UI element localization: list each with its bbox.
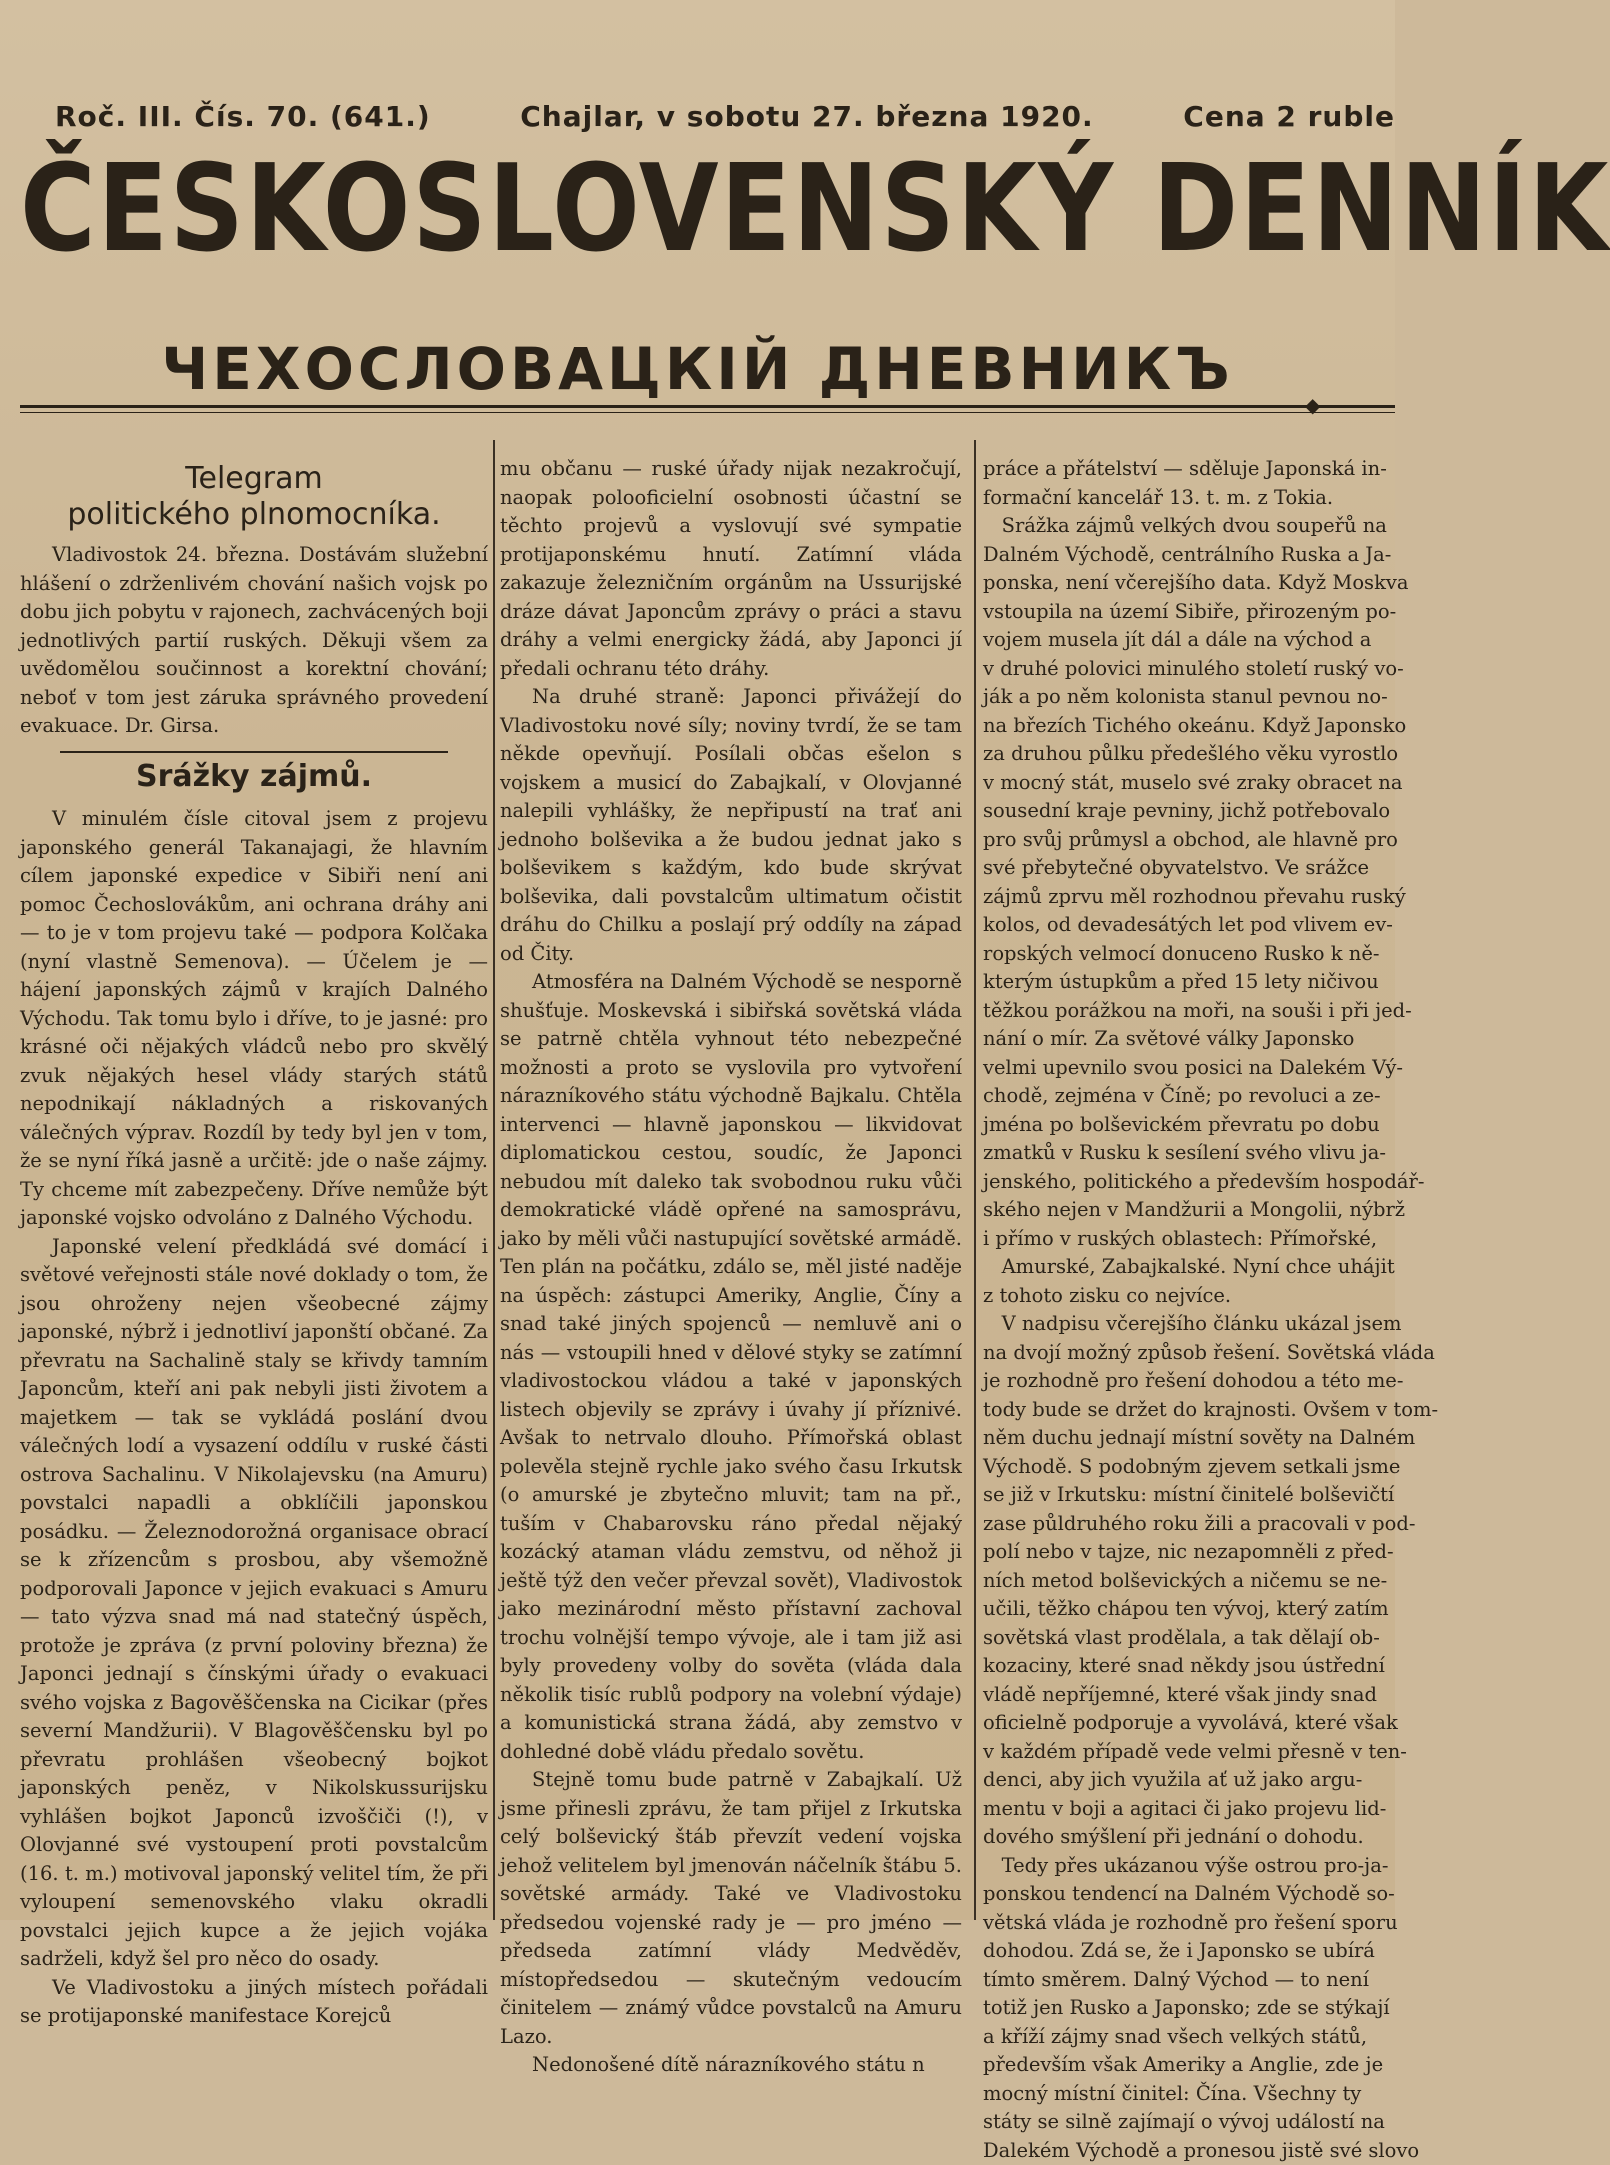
text-line: oficielně podporuje a vyvolává, které však: [983, 1709, 1395, 1738]
text-line: něm duchu jednají místní sověty na Dalném: [983, 1424, 1395, 1453]
text-line: Amurské, Zabajkalské. Nyní chce uhájit: [983, 1253, 1395, 1282]
text-line: Dalekém Východě a pronesou jistě své slovo: [983, 2137, 1395, 2165]
text-line: jména po bolševickém převratu po dobu: [983, 1111, 1395, 1140]
text-line: ského nejen v Mandžurii a Mongolii, nýbrž: [983, 1196, 1395, 1225]
text-line: je rozhodně pro řešení dohodou a této me-: [983, 1367, 1395, 1396]
column-divider: [974, 440, 976, 1920]
text-line: větská vláda je rozhodně pro řešení sporu: [983, 1909, 1395, 1938]
text-line: vládě nepříjemné, které však jindy snad: [983, 1681, 1395, 1710]
text-line: formační kancelář 13. t. m. z Tokia.: [983, 484, 1395, 513]
text-line: ních metod bolševických a ničemu se ne-: [983, 1567, 1395, 1596]
column-3: [983, 455, 1395, 1920]
text-line: sovětská vlast prodělala, a tak dělají ob-: [983, 1624, 1395, 1653]
text-line: mocný místní činitel: Čína. Všechny ty: [983, 2080, 1395, 2109]
paragraph: Ve Vladivostoku a jiných místech pořádali se protijaponské manifestace Korejců: [20, 1974, 488, 2031]
masthead-rule-thin: [20, 412, 1395, 413]
paragraph: V minulém čísle citoval jsem z projevu japonského generál Takanajagi, že hlavním cílem japonské expedice v Sibiři není ani pomoc Čechoslovákům, ani ochrana dráhy ani — to je v tom projevu také — podpora Kolčaka (nyní vlastně Semenova). — Účelem je — hájení japonských zájmů v krajích Dalného Východu. Tak tomu bylo i dříve, to je jasné: pro krásné oči nějakých vládců nebo pro skvělý zvuk nějakých hesel vlády starých států nepodnikají nákladných a riskovaných válečných výprav. Rozdíl by tedy byl jen v tom, že se nyní říká jasně a určitě: jde o naše zájmy. Ty chceme mít zabezpečeny. Dříve nemůže být japonské vojsko odvoláno z Dalného Východu.: [20, 805, 488, 1233]
paragraph: Japonské velení předkládá své domácí i světové veřejnosti stále nové doklady o tom, že jsou ohroženy nejen všeobecné zájmy japonské, nýbrž i jednotliví japonští občané. Za převratu na Sachalině staly se křivdy tamním Japoncům, kteří ani pak nebyli jisti životem a majetkem — tak se vykládá poslání dvou válečných lodí a vysazení oddílu v ruské části ostrova Sachalinu. V Nikolajevsku (na Amuru) povstalci napadli a obklíčili japonskou posádku. — Železnodorožná organisace obrací se k zřízencům s prosbou, aby všemožně podporovali Japonce v jejich evakuaci s Amuru — tato výzva snad má nad statečný úspěch, protože je zpráva (z první poloviny března) že Japonci jednají s čínskými úřady o evakuaci svého vojska z Bagověščenska na Cicikar (přes severní Mandžurii). V Blagověščensku byl po převratu prohlášen všeobecný bojkot japonských peněz, v Nikolskussurijsku vyhlášen bojkot Japonců izvoščiči (!), v Olovjanné své vystoupení proti povstalcům (16. t. m.) motivoval japonský velitel tím, že při vyloupení semenovského vlaku okradli povstalci jejich kupce a že jejich vojáka sadrželi, když šel pro něco do osady.: [20, 1233, 488, 1974]
text-line: a kříží zájmy snad všech velkých států,: [983, 2023, 1395, 2052]
text-line: v mocný stát, muselo své zraky obracet na: [983, 769, 1395, 798]
text-line: kolos, od devadesátých let pod vlivem ev-: [983, 911, 1395, 940]
text-line: v každém případě vede velmi přesně v ten-: [983, 1738, 1395, 1767]
text-line: zase půldruhého roku žili a pracovali v pod-: [983, 1510, 1395, 1539]
text-line: kozaciny, které snad někdy jsou ústřední: [983, 1652, 1395, 1681]
text-line: Srážka zájmů velkých dvou soupeřů na: [983, 512, 1395, 541]
column-2: [500, 455, 962, 1920]
text-line: ponska, není včerejšího data. Když Moskva: [983, 569, 1395, 598]
ornament-icon: ◆: [1305, 393, 1320, 417]
text-line: polí nebo v tajze, nic nezapomněli z před-: [983, 1538, 1395, 1567]
price: Cena 2 ruble: [1183, 100, 1395, 133]
telegram-text: Vladivostok 24. března. Dostávám služební hlášení o zdrženlivém chování našich vojsk po dobu jich pobytu v rajonech, zachvácených boji jednotlivých partií ruských. Děkuji všem za uvědomělou součinnost a korektní chování; neboť v tom jest záruka správného provedení evakuace. Dr. Girsa.: [20, 541, 488, 741]
text-line: Východě. S podobným zjevem setkali jsme: [983, 1453, 1395, 1482]
text-line: jenského, politického a především hospodář-: [983, 1168, 1395, 1197]
text-line: Dalném Východě, centrálního Ruska a Ja-: [983, 541, 1395, 570]
text-line: denci, aby jich využila ať už jako argu-: [983, 1766, 1395, 1795]
paragraph: Nedonošené dítě nárazníkového státu n: [500, 2051, 962, 2080]
telegram-heading: [20, 461, 488, 533]
section-title: Srážky zájmů.: [20, 763, 488, 792]
text-line: těžkou porážkou na moři, na souši i při jed-: [983, 997, 1395, 1026]
text-line: totiž jen Rusko a Japonsko; zde se stýkají: [983, 1994, 1395, 2023]
paragraph: Na druhé straně: Japonci přivážejí do Vladivostoku nové síly; noviny tvrdí, že se tam někde opevňují. Posílali občas ešelon s vojskem a musicí do Zabajkalí, v Olovjanné nalepili vyhlášky, že nepřipustí na trať ani jednoho bolševika a že budou jednat jako s bolševikem s každým, kdo bude skrývat bolševika, dali povstalcům ultimatum očistit dráhu do Chilku a poslají prý oddíly na západ od Čity.: [500, 683, 962, 968]
text-line: tody bude se držet do krajnosti. Ovšem v tom-: [983, 1396, 1395, 1425]
text-line: nání o mír. Za světové války Japonsko: [983, 1025, 1395, 1054]
text-line: pro svůj průmysl a obchod, ale hlavně pro: [983, 826, 1395, 855]
text-line: i přímo v ruských oblastech: Přímořské,: [983, 1225, 1395, 1254]
text-line: mentu v boji a agitaci či jako projevu lid-: [983, 1795, 1395, 1824]
text-line: především však Ameriky a Anglie, zde je: [983, 2051, 1395, 2080]
text-line: se již v Irkutsku: místní činitelé bolševičtí: [983, 1481, 1395, 1510]
text-line: učili, těžko chápou ten vývoj, který zatím: [983, 1595, 1395, 1624]
text-line: ropských velmocí donuceno Rusko k ně-: [983, 940, 1395, 969]
text-line: v druhé polovici minulého století ruský vo-: [983, 655, 1395, 684]
text-line: V nadpisu včerejšího článku ukázal jsem: [983, 1310, 1395, 1339]
section-separator: [60, 751, 448, 753]
telegram-subtitle: politického plnomocníka.: [20, 497, 488, 533]
text-line: zájmů zprvu měl rozhodnou převahu ruský: [983, 883, 1395, 912]
text-line: Tedy přes ukázanou výše ostrou pro-ja-: [983, 1852, 1395, 1881]
text-line: ják a po něm kolonista stanul pevnou no-: [983, 683, 1395, 712]
place-date: Chajlar, v sobotu 27. března 1920.: [520, 100, 1093, 133]
text-line: za druhou půlku předešlého věku vyrostlo: [983, 740, 1395, 769]
text-line: sousední kraje pevniny, jichž potřebovalo: [983, 797, 1395, 826]
text-line: státy se silně zajímají o vývoj událostí na: [983, 2108, 1395, 2137]
masthead-rule: [20, 405, 1395, 408]
header-line: [55, 100, 1395, 133]
text-line: vojem musela jít dál a dále na východ a: [983, 626, 1395, 655]
masthead-title: ČESKOSLOVENSKÝ DENNÍK: [20, 150, 1203, 270]
text-line: tímto směrem. Dalný Východ — to není: [983, 1966, 1395, 1995]
column-divider: [493, 440, 495, 1920]
issue-number: Roč. III. Čís. 70. (641.): [55, 100, 431, 133]
text-line: ponskou tendencí na Dalném Východě so-: [983, 1880, 1395, 1909]
text-line: z tohoto zisku co nejvíce.: [983, 1282, 1395, 1311]
paragraph: mu občanu — ruské úřady nijak nezakročují, naopak polooficielní osobnosti účastní se těchto projevů a vyslovují své sympatie protijaponskému hnutí. Zatímní vláda zakazuje železničním orgánům na Ussurijské dráze dávat Japoncům zprávy o práci a stavu dráhy a velmi energicky žádá, aby Japonci jí předali ochranu této dráhy.: [500, 455, 962, 683]
text-line: své přebytečné obyvatelstvo. Ve srážce: [983, 854, 1395, 883]
text-line: zmatků v Rusku k sesílení svého vlivu ja-: [983, 1139, 1395, 1168]
text-line: chodě, zejména v Číně; po revoluci a ze-: [983, 1082, 1395, 1111]
text-line: velmi upevnilo svou posici na Dalekém Vý-: [983, 1054, 1395, 1083]
telegram-title: Telegram: [20, 461, 488, 497]
text-line: dohodou. Zdá se, že i Japonsko se ubírá: [983, 1937, 1395, 1966]
text-line: na březích Tichého okeánu. Když Japonsko: [983, 712, 1395, 741]
paragraph: Stejně tomu bude patrně v Zabajkalí. Už jsme přinesli zprávu, že tam přijel z Irkutska celý bolševický štáb převzít vedení vojska jehož velitelem byl jmenován náčelník štábu 5. sovětské armády. Také ve Vladivostoku předsedou vojenské rady je — pro jméno — předseda zatímní vlády Medvěděv, místopředsedou — skutečným vedoucím činitelem — známý vůdce povstalců na Amuru Lazo.: [500, 1766, 962, 2051]
text-line: práce a přátelství — sděluje Japonská in-: [983, 455, 1395, 484]
text-line: dového smýšlení při jednání o dohodu.: [983, 1823, 1395, 1852]
text-line: kterým ústupkům a před 15 lety ničivou: [983, 968, 1395, 997]
column-1: [20, 455, 488, 1920]
masthead-subtitle: ЧЕХОСЛОВАЦКІЙ ДНЕВНИКЪ: [0, 335, 1395, 403]
text-line: na dvojí možný způsob řešení. Sovětská vláda: [983, 1339, 1395, 1368]
text-line: vstoupila na území Sibiře, přirozeným po-: [983, 598, 1395, 627]
paragraph: Atmosféra na Dalném Východě se nesporně shušťuje. Moskevská i sibiřská sovětská vláda se patrně chtěla vyhnout této nebezpečné možnosti a proto se vyslovila pro vytvoření nárazníkového státu východně Bajkalu. Chtěla intervenci — hlavně japonskou — likvidovat diplomatickou cestou, soudíc, že Japonci nebudou mít daleko tak svobodnou ruku vůči demokratické vládě opřené na samosprávu, jako by měli vůči nastupující sovětské armádě. Ten plán na počátku, zdálo se, měl jisté naděje na úspěch: zástupci Ameriky, Anglie, Číny a snad také jiných spojenců — nemluvě ani o nás — vstoupili hned v dělové styky se zatímní vladivostockou vládou a také v japonských listech objevily se zprávy i úvahy jí příznivé. Avšak to netrvalo dlouho. Přímořská oblast polevěla stejně rychle jako svého času Irkutsk (o amurské je zbytečno mluvit; tam na př., tuším v Chabarovsku ráno předal nějaký kozácký ataman vládu zemstvu, od něhož ji ještě týž den večer převzal sovět), Vladivostok jako mezinárodní město přístavní zachoval trochu volnější tempo vývoje, ale i tam již asi byly provedeny volby do sověta (vláda dala několik tisíc rublů podpory na volební výdaje) a komunistická strana žádá, aby zemstvo v dohledné době vládu předalo sovětu.: [500, 968, 962, 1766]
